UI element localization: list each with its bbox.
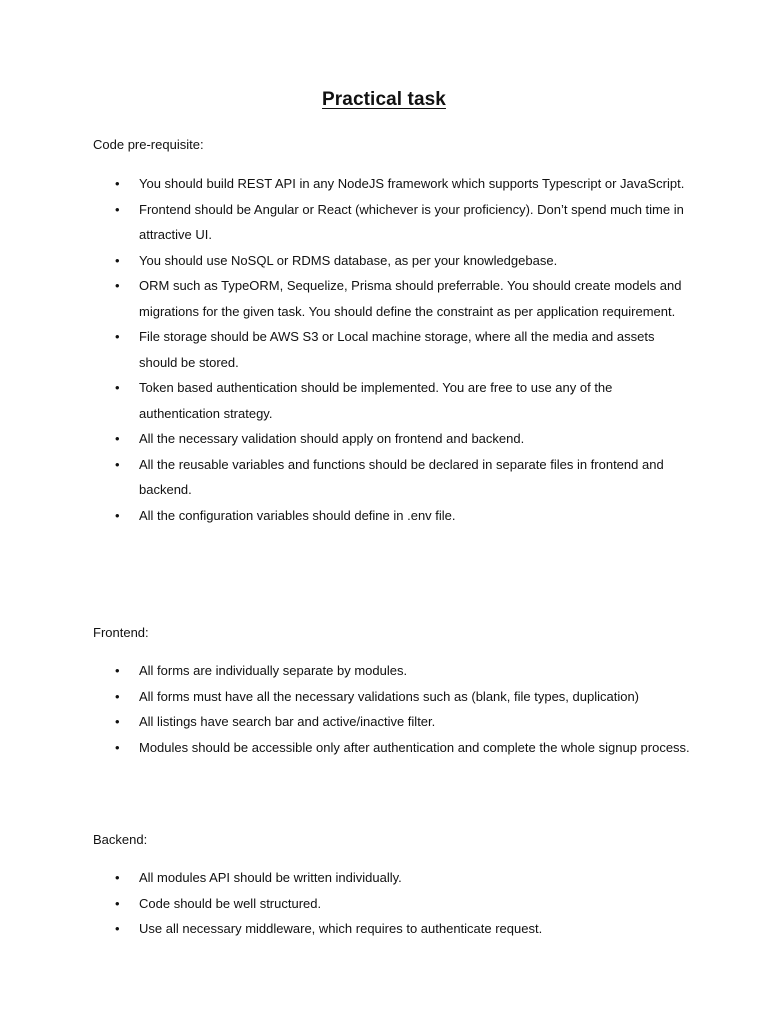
- list-item: [93, 171, 693, 197]
- list-item: [93, 916, 693, 942]
- section-heading: Frontend:: [93, 625, 149, 640]
- list-item-text: ORM such as TypeORM, Sequelize, Prisma should preferrable. You should create models and migrations for the given task. You should define the constraint as per application requirement.: [139, 278, 682, 319]
- bullet-icon: •: [115, 870, 120, 885]
- bullet-icon: •: [115, 201, 120, 217]
- list-item-text: All forms must have all the necessary validations such as (blank, file types, duplication): [139, 688, 640, 704]
- list-item: [93, 503, 693, 529]
- list-item-text: You should build REST API in any NodeJS framework which supports Typescript or JavaScript.: [139, 176, 685, 191]
- bullet-list: [93, 865, 693, 942]
- bullet-icon: •: [115, 431, 120, 446]
- list-item-text: All the necessary validation should apply on frontend and backend.: [139, 431, 525, 446]
- list-item-text: All forms are individually separate by modules.: [139, 663, 408, 678]
- bullet-icon: •: [115, 663, 120, 678]
- list-item: [93, 891, 693, 917]
- section-code-prerequisite: [93, 135, 693, 528]
- bullet-icon: •: [115, 176, 120, 191]
- section-heading: Backend:: [93, 832, 148, 847]
- list-item-text: All modules API should be written individually.: [139, 870, 402, 885]
- bullet-icon: •: [115, 252, 120, 268]
- list-item: [93, 375, 693, 426]
- section-frontend: [93, 623, 693, 760]
- list-item: [93, 865, 693, 891]
- bullet-list: [93, 171, 693, 528]
- list-item: [93, 684, 693, 710]
- bullet-icon: •: [115, 688, 120, 704]
- list-item-text: Use all necessary middleware, which requires to authenticate request.: [139, 921, 543, 936]
- list-item: [93, 248, 693, 274]
- bullet-icon: •: [115, 278, 120, 293]
- list-item: [93, 273, 693, 324]
- list-item: [93, 324, 693, 375]
- list-item: [93, 197, 693, 248]
- list-item: [93, 709, 693, 735]
- bullet-icon: •: [115, 714, 120, 729]
- list-item-text: All the reusable variables and functions should be declared in separate files in frontend and backend.: [139, 456, 664, 497]
- section-heading: Code pre-requisite:: [93, 137, 204, 152]
- list-item-text: Code should be well structured.: [139, 895, 322, 911]
- list-item-text: All the configuration variables should define in .env file.: [139, 507, 456, 523]
- document-title: Practical task: [322, 89, 446, 110]
- list-item: [93, 426, 693, 452]
- list-item-text: Token based authentication should be implemented. You are free to use any of the authentication strategy.: [139, 380, 613, 421]
- list-item-text: Frontend should be Angular or React (whichever is your proficiency). Don’t spend much time in attractive UI.: [139, 201, 684, 242]
- bullet-icon: •: [115, 380, 120, 395]
- section-backend: [93, 830, 693, 942]
- bullet-icon: •: [115, 507, 120, 523]
- bullet-icon: •: [115, 329, 120, 344]
- list-item-text: Modules should be accessible only after authentication and complete the whole signup process.: [139, 739, 690, 755]
- list-item: [93, 658, 693, 684]
- list-item-text: All listings have search bar and active/inactive filter.: [139, 714, 436, 729]
- bullet-icon: •: [115, 456, 120, 472]
- bullet-list: [93, 658, 693, 760]
- list-item: [93, 452, 693, 503]
- bullet-icon: •: [115, 895, 120, 911]
- bullet-icon: •: [115, 921, 120, 936]
- list-item-text: You should use NoSQL or RDMS database, as per your knowledgebase.: [139, 252, 558, 268]
- bullet-icon: •: [115, 739, 120, 755]
- list-item: [93, 735, 693, 761]
- list-item-text: File storage should be AWS S3 or Local machine storage, where all the media and assets should be stored.: [139, 329, 655, 370]
